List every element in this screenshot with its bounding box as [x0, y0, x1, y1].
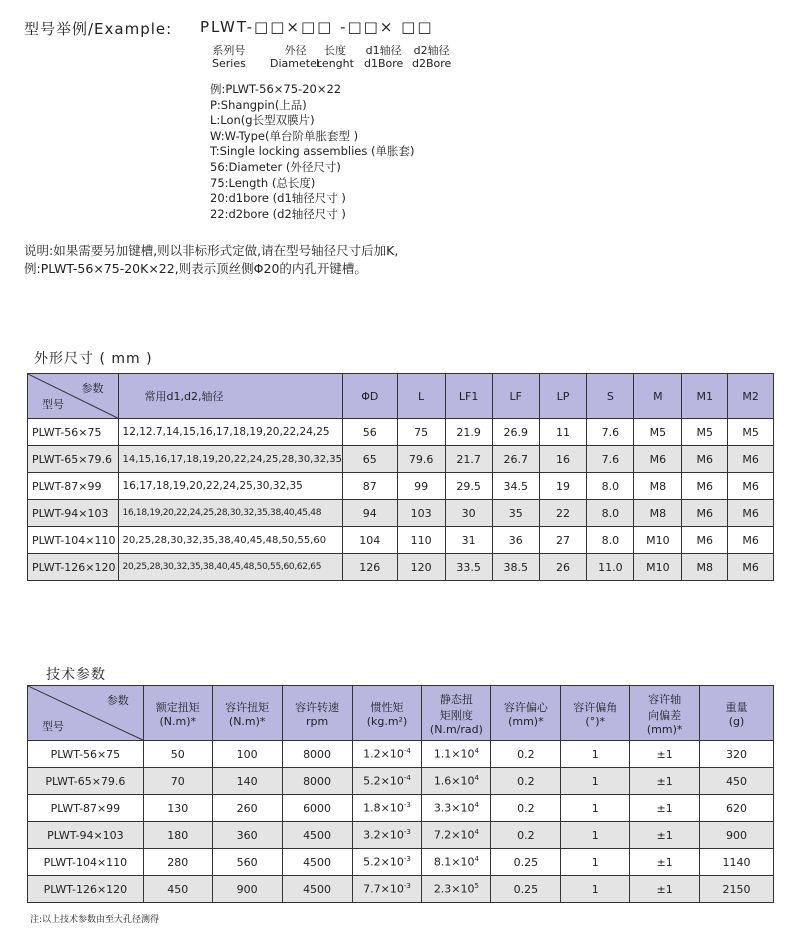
dims-title: 外形尺寸 ( mm ) — [34, 351, 153, 367]
value-mantissa: 8.1×10 — [433, 855, 475, 869]
value-exponent: -3 — [403, 828, 411, 837]
legend-diameter — [270, 44, 321, 70]
cell: 1 — [561, 741, 630, 768]
corner-param-label: 参数 — [81, 382, 104, 395]
cell-model: PLWT-126×120 — [28, 876, 144, 903]
legend-d1bore-cn: d1轴径 — [365, 44, 402, 57]
header-m2: M2 — [728, 374, 774, 419]
cell: M8 — [682, 554, 728, 581]
cell: M5 — [634, 419, 682, 446]
value-mantissa: 7.7×10 — [363, 882, 404, 896]
cell: 140 — [212, 768, 282, 795]
header-rated-torque — [143, 686, 212, 741]
cell-bores: 14,15,16,17,18,19,20,22,24,25,28,30,32,35 — [118, 446, 342, 473]
value-exponent: -3 — [403, 855, 411, 864]
cell: 1 — [561, 795, 630, 822]
example-line: W:W-Type(单台阶单胀套型 ) — [210, 128, 359, 143]
header-max-speed — [282, 686, 352, 741]
cell-inertia — [352, 768, 422, 795]
cell: 0.2 — [491, 795, 561, 822]
cell: 320 — [700, 741, 774, 768]
value-mantissa: 1.8×10 — [363, 801, 404, 815]
cell: 16 — [539, 446, 587, 473]
cell: 26.7 — [492, 446, 539, 473]
dims-corner-cell — [28, 374, 119, 419]
cell: 1 — [561, 822, 630, 849]
note-line: 说明:如果需要另加键槽,则以非标形式定做,请在型号轴径尺寸后加K, — [24, 243, 399, 258]
value-mantissa: 7.2×10 — [433, 828, 475, 842]
example-title: 型号举例/Example: — [24, 20, 173, 38]
cell: 0.25 — [491, 849, 561, 876]
header-line: 矩刚度 — [439, 708, 473, 722]
cell: 360 — [212, 822, 282, 849]
value-exponent: 5 — [474, 882, 479, 891]
cell-stiffness — [422, 741, 491, 768]
cell: 0.2 — [491, 768, 561, 795]
header-common-bore: 常用d1,d2,轴径 — [118, 374, 342, 419]
cell-model: PLWT-87×99 — [28, 795, 144, 822]
header-l: L — [397, 374, 445, 419]
legend-d1bore — [364, 44, 403, 70]
value-exponent: -3 — [403, 882, 411, 891]
table-row — [28, 768, 774, 795]
value-exponent: -4 — [403, 747, 411, 756]
header-line: 容许偏心 — [503, 700, 548, 714]
corner-model-label: 型号 — [42, 720, 64, 733]
cell: 11.0 — [587, 554, 634, 581]
cell: 103 — [397, 500, 445, 527]
cell: M6 — [634, 446, 682, 473]
header-lf1: LF1 — [445, 374, 492, 419]
cell: M6 — [728, 554, 774, 581]
cell: 8000 — [282, 741, 352, 768]
cell: 26.9 — [492, 419, 539, 446]
cell: ±1 — [630, 822, 700, 849]
cell: 65 — [342, 446, 397, 473]
cell: 8.0 — [587, 527, 634, 554]
cell: 1 — [561, 849, 630, 876]
cell: 4500 — [282, 876, 352, 903]
example-line: 22:d2bore (d2轴径尺寸 ) — [210, 206, 346, 221]
cell-model: PLWT-94×103 — [28, 500, 119, 527]
cell: 620 — [700, 795, 774, 822]
cell: ±1 — [630, 741, 700, 768]
table-row — [28, 849, 774, 876]
cell: 30 — [445, 500, 492, 527]
example-line: 例:PLWT-56×75-20×22 — [210, 82, 342, 96]
cell-model: PLWT-94×103 — [28, 822, 144, 849]
header-line: rpm — [305, 714, 329, 728]
cell: 70 — [143, 768, 212, 795]
cell: ±1 — [630, 795, 700, 822]
tech-corner-cell — [28, 686, 144, 741]
value-mantissa: 1.1×10 — [433, 747, 475, 761]
header-angle — [561, 686, 630, 741]
example-line: P:Shangpin(上品) — [210, 97, 307, 112]
header-line: 额定扭矩 — [155, 700, 200, 714]
cell: 27 — [539, 527, 587, 554]
value-exponent: -4 — [403, 774, 411, 783]
dims-table — [27, 373, 774, 581]
cell: 7.6 — [587, 446, 634, 473]
cell: 26 — [539, 554, 587, 581]
cell: 450 — [700, 768, 774, 795]
example-line: L:Lon(g长型双膜片) — [210, 113, 315, 128]
header-line: 容许扭矩 — [225, 700, 270, 714]
header-line: (g) — [728, 714, 745, 728]
header-line: (mm)* — [508, 714, 544, 728]
cell: 7.6 — [587, 419, 634, 446]
cell: 22 — [539, 500, 587, 527]
value-mantissa: 5.2×10 — [363, 774, 404, 788]
cell: 8.0 — [587, 473, 634, 500]
header-inertia — [352, 686, 422, 741]
cell: 1140 — [700, 849, 774, 876]
legend-length — [316, 44, 354, 70]
table-row — [28, 741, 774, 768]
cell-stiffness — [422, 795, 491, 822]
value-exponent: -3 — [403, 801, 411, 810]
cell: M6 — [728, 473, 774, 500]
header-eccentricity — [491, 686, 561, 741]
cell: 1 — [561, 768, 630, 795]
value-mantissa: 5.2×10 — [363, 855, 404, 869]
legend-d1bore-en: d1Bore — [364, 57, 404, 70]
cell-stiffness — [422, 876, 491, 903]
cell: 29.5 — [445, 473, 492, 500]
value-exponent: 4 — [474, 774, 479, 783]
cell-model: PLWT-87×99 — [28, 473, 119, 500]
cell: 38.5 — [492, 554, 539, 581]
cell: M6 — [682, 527, 728, 554]
header-line: 容许转速 — [295, 700, 340, 714]
cell: 1 — [561, 876, 630, 903]
header-line: (mm)* — [646, 722, 683, 736]
cell: 21.9 — [445, 419, 492, 446]
cell: 900 — [700, 822, 774, 849]
cell: 94 — [342, 500, 397, 527]
header-lp: LP — [539, 374, 587, 419]
table-row — [28, 822, 774, 849]
cell-inertia — [352, 822, 422, 849]
cell: 50 — [143, 741, 212, 768]
header-axial — [630, 686, 700, 741]
example-code: PLWT-□□×□□ -□□× □□ — [200, 18, 434, 36]
cell: 35 — [492, 500, 539, 527]
cell: 8.0 — [587, 500, 634, 527]
example-line: T:Single locking assemblies (单胀套) — [210, 144, 415, 159]
cell-bores: 20,25,28,30,32,35,38,40,45,48,50,55,60,62,65 — [118, 554, 342, 581]
cell: 0.25 — [491, 876, 561, 903]
cell: 0.2 — [491, 741, 561, 768]
cell-stiffness — [422, 768, 491, 795]
cell: M6 — [682, 446, 728, 473]
cell-model: PLWT-126×120 — [28, 554, 119, 581]
example-line: 56:Diameter (外径尺寸) — [210, 159, 341, 174]
header-s: S — [587, 374, 634, 419]
table-row — [28, 419, 774, 446]
cell-inertia — [352, 741, 422, 768]
table-row — [28, 795, 774, 822]
cell: 6000 — [282, 795, 352, 822]
cell: M6 — [728, 500, 774, 527]
cell: M6 — [728, 446, 774, 473]
header-line: 容许轴 — [648, 692, 682, 706]
value-mantissa: 3.2×10 — [363, 828, 404, 842]
legend-length-cn: 长度 — [323, 44, 346, 57]
cell: 0.2 — [491, 822, 561, 849]
cell: 2150 — [700, 876, 774, 903]
table-row — [28, 554, 774, 581]
cell: 56 — [342, 419, 397, 446]
cell: 75 — [397, 419, 445, 446]
legend-length-en: Lenght — [316, 57, 354, 70]
tech-title: 技术参数 — [46, 667, 106, 683]
cell-stiffness — [422, 822, 491, 849]
value-mantissa: 2.3×10 — [433, 882, 475, 896]
cell: 110 — [397, 527, 445, 554]
cell: 11 — [539, 419, 587, 446]
example-line: 75:Length (总长度) — [210, 175, 316, 190]
value-mantissa: 3.3×10 — [433, 801, 475, 815]
cell: M8 — [634, 500, 682, 527]
cell-model: PLWT-65×79.6 — [28, 446, 119, 473]
corner-model-label: 型号 — [42, 398, 64, 411]
cell: ±1 — [630, 768, 700, 795]
cell: 8000 — [282, 768, 352, 795]
dims-header-row — [28, 374, 774, 419]
table-row — [28, 446, 774, 473]
legend-d2bore — [412, 44, 451, 70]
header-line: (N.m)* — [159, 714, 197, 728]
legend-series-en: Series — [212, 57, 246, 70]
cell: M6 — [682, 473, 728, 500]
cell: M6 — [728, 527, 774, 554]
cell: 34.5 — [492, 473, 539, 500]
cell: 21.7 — [445, 446, 492, 473]
cell: 104 — [342, 527, 397, 554]
cell: 87 — [342, 473, 397, 500]
header-line: 重量 — [725, 700, 748, 714]
value-exponent: 4 — [474, 855, 479, 864]
cell: 180 — [143, 822, 212, 849]
cell-bores: 16,18,19,20,22,24,25,28,30,32,35,38,40,45,48 — [118, 500, 342, 527]
value-mantissa: 1.6×10 — [433, 774, 475, 788]
value-exponent: 4 — [474, 801, 479, 810]
cell: ±1 — [630, 849, 700, 876]
tech-table — [27, 685, 774, 903]
header-line: (N.m)* — [228, 714, 266, 728]
table-row — [28, 500, 774, 527]
cell: 19 — [539, 473, 587, 500]
header-max-torque — [212, 686, 282, 741]
cell: M6 — [682, 500, 728, 527]
header-line: 向偏差 — [648, 708, 682, 722]
cell: 33.5 — [445, 554, 492, 581]
footer-note: 注:以上技术参数由至大孔径测得 — [30, 915, 160, 925]
cell: M10 — [634, 527, 682, 554]
cell-model: PLWT-104×110 — [28, 849, 144, 876]
legend-d2bore-cn: d2轴径 — [413, 44, 450, 57]
cell: ±1 — [630, 876, 700, 903]
cell: 100 — [212, 741, 282, 768]
cell: 126 — [342, 554, 397, 581]
cell: M10 — [634, 554, 682, 581]
cell-bores: 20,25,28,30,32,35,38,40,45,48,50,55,60 — [118, 527, 342, 554]
value-exponent: 4 — [474, 747, 479, 756]
header-line: 静态扭 — [439, 692, 473, 706]
cell-inertia — [352, 795, 422, 822]
header-line: (kg.m²) — [366, 714, 408, 728]
cell-model: PLWT-65×79.6 — [28, 768, 144, 795]
cell: 120 — [397, 554, 445, 581]
legend-diameter-en: Diameter — [270, 57, 322, 70]
table-row — [28, 473, 774, 500]
cell-model: PLWT-56×75 — [28, 419, 119, 446]
cell-model: PLWT-56×75 — [28, 741, 144, 768]
cell: 130 — [143, 795, 212, 822]
legend-series-cn: 系列号 — [212, 44, 246, 57]
legend-series — [212, 44, 246, 70]
header-stiffness — [422, 686, 491, 741]
cell-inertia — [352, 849, 422, 876]
header-line: (N.m/rad) — [429, 722, 483, 736]
header-m: M — [634, 374, 682, 419]
cell: M8 — [634, 473, 682, 500]
tech-header-row — [28, 686, 774, 741]
cell: 4500 — [282, 849, 352, 876]
cell-bores: 16,17,18,19,20,22,24,25,30,32,35 — [118, 473, 342, 500]
cell-inertia — [352, 876, 422, 903]
cell: 79.6 — [397, 446, 445, 473]
value-exponent: 4 — [474, 828, 479, 837]
header-line: (°)* — [585, 714, 606, 728]
table-row — [28, 876, 774, 903]
cell: 900 — [212, 876, 282, 903]
cell: 560 — [212, 849, 282, 876]
cell: M5 — [728, 419, 774, 446]
cell-stiffness — [422, 849, 491, 876]
cell-bores: 12,12.7,14,15,16,17,18,19,20,22,24,25 — [118, 419, 342, 446]
cell: M5 — [682, 419, 728, 446]
header-line: 容许偏角 — [573, 700, 618, 714]
header-line: 惯性矩 — [370, 700, 404, 714]
header-od: ΦD — [342, 374, 397, 419]
value-mantissa: 1.2×10 — [363, 747, 404, 761]
cell: 450 — [143, 876, 212, 903]
legend-d2bore-en: d2Bore — [412, 57, 452, 70]
header-lf: LF — [492, 374, 539, 419]
cell: 36 — [492, 527, 539, 554]
legend-diameter-cn: 外径 — [284, 44, 307, 57]
table-row — [28, 527, 774, 554]
example-explanation — [210, 82, 415, 222]
keyway-note — [24, 242, 398, 278]
header-weight — [700, 686, 774, 741]
cell: 31 — [445, 527, 492, 554]
header-m1: M1 — [682, 374, 728, 419]
corner-param-label: 参数 — [106, 694, 129, 707]
cell: 260 — [212, 795, 282, 822]
cell: 280 — [143, 849, 212, 876]
example-line: 20:d1bore (d1轴径尺寸 ) — [210, 191, 346, 206]
cell-model: PLWT-104×110 — [28, 527, 119, 554]
cell: 4500 — [282, 822, 352, 849]
note-line: 例:PLWT-56×75-20K×22,则表示顶丝侧Φ20的内孔开键槽。 — [24, 261, 367, 276]
cell: 99 — [397, 473, 445, 500]
